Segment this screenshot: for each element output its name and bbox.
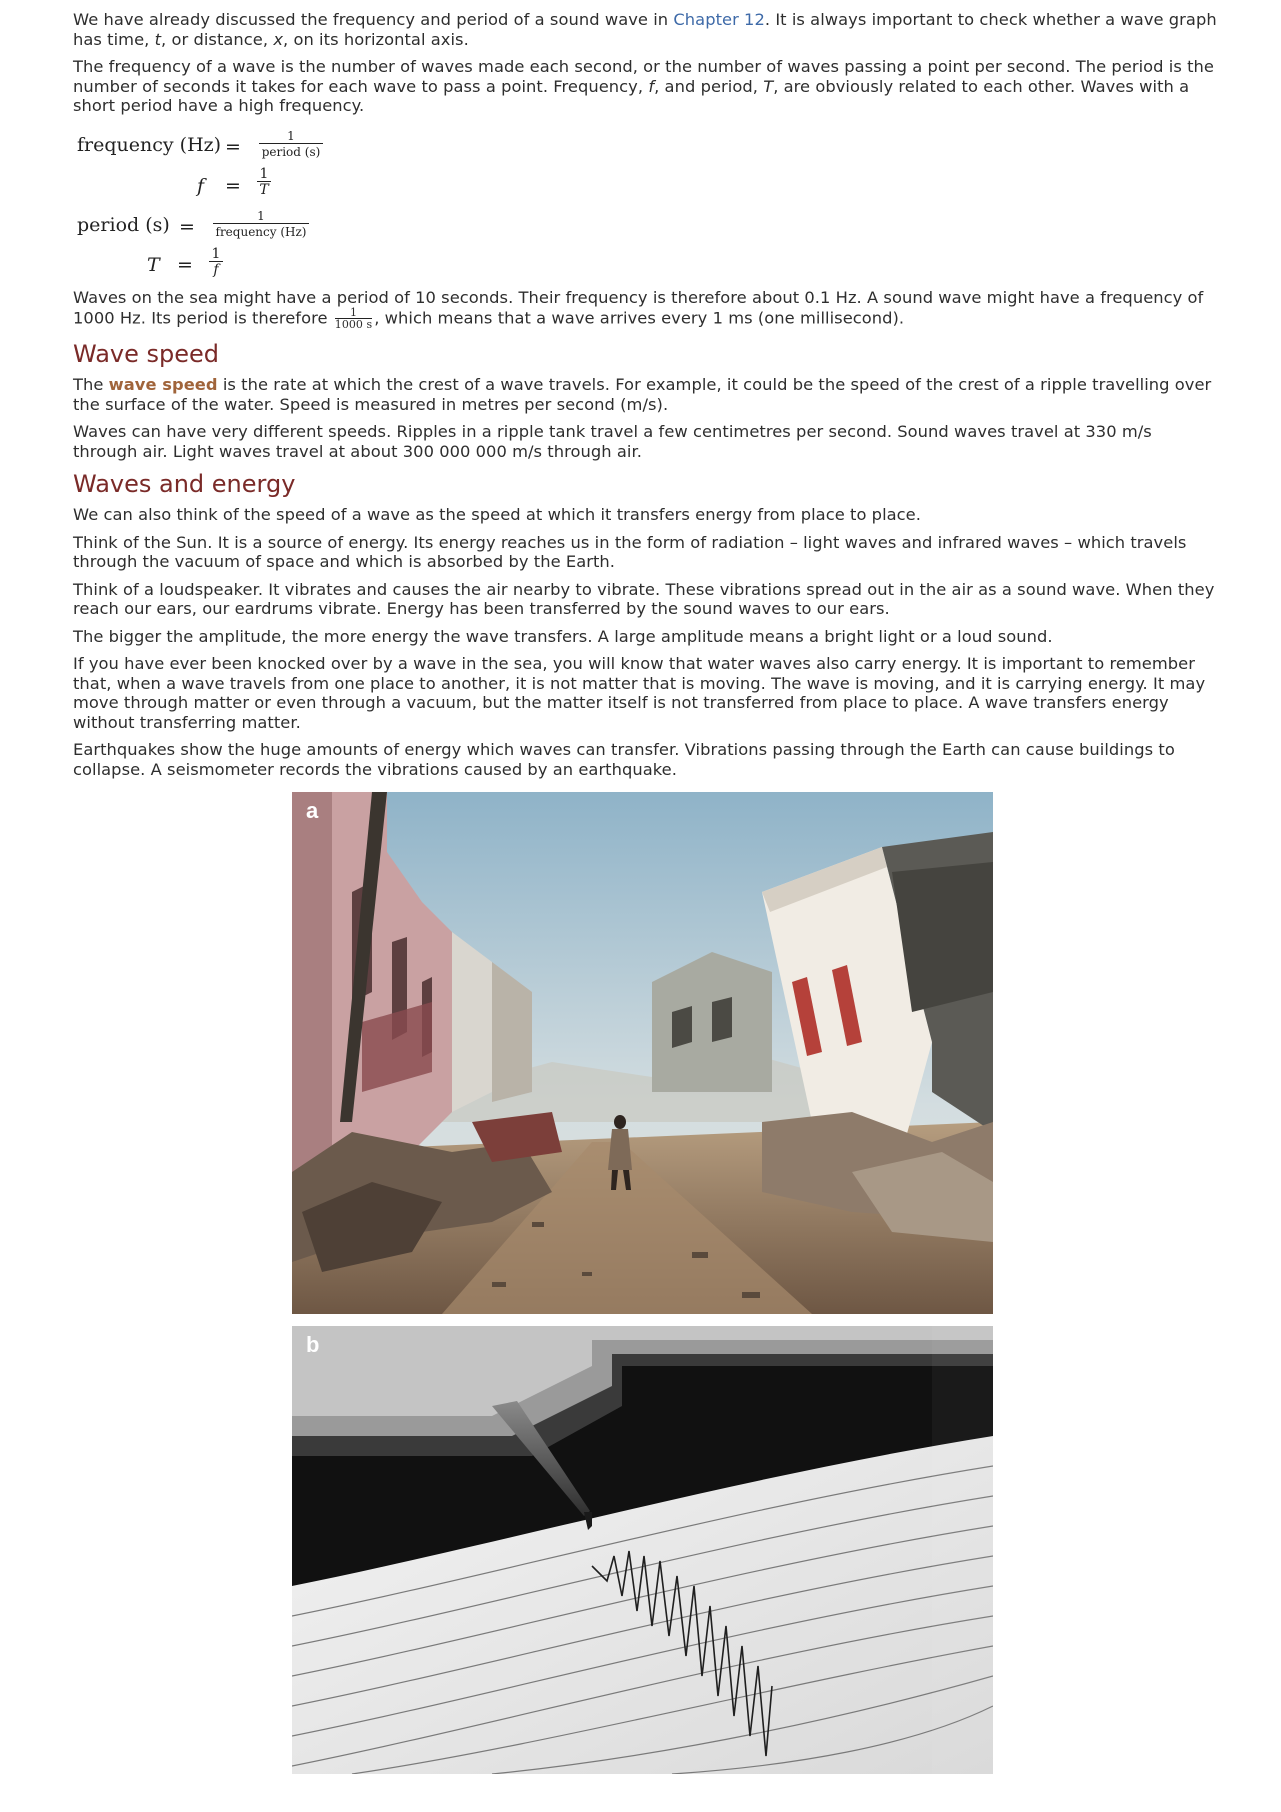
intro-paragraph-2 bbox=[73, 57, 1218, 116]
heading-waves-and-energy: Waves and energy bbox=[73, 470, 296, 498]
symbol-T: T bbox=[763, 76, 774, 96]
fraction-numerator: 1 bbox=[257, 208, 265, 223]
energy-paragraph-4: The bigger the amplitude, the more energy the wave transfers. A large amplitude means a bright light or a loud sound. bbox=[73, 626, 1053, 646]
fraction-denominator: T bbox=[257, 181, 271, 197]
formula-block bbox=[73, 124, 1218, 282]
text-run: , are obviously related to each other. Waves with a short period have a high frequency. bbox=[73, 76, 1190, 115]
earthquake-street-photo bbox=[292, 792, 993, 1314]
earthquake-street-illustration bbox=[292, 792, 993, 1314]
text-run: The frequency of a wave is the number of waves made each second, or the number of waves passing a point per second. The period is the number of seconds it takes for each wave to pass a point. Frequency, bbox=[73, 57, 1214, 96]
text-run: Waves on the sea might have a period of 10 seconds. Their frequency is therefore about 0.1 Hz. A sound wave might have a frequency of 1000 Hz. Its period is therefore bbox=[73, 287, 1204, 328]
inline-fraction bbox=[335, 307, 372, 331]
seismometer-illustration bbox=[292, 1326, 993, 1774]
energy-paragraph-5: If you have ever been knocked over by a wave in the sea, you will know that water waves also carry energy. It is important to remember that, when a wave travels from one place to another, it is not matter that is moving. The wave is moving, and it is carrying energy. It may move through matter or even through a vacuum, but the matter itself is not transferred from place to place. A wave transfers energy without transferring matter. bbox=[73, 654, 1206, 732]
text-run: , on its horizontal axis. bbox=[283, 29, 469, 49]
symbol-t: t bbox=[154, 29, 162, 49]
keyword-wave-speed[interactable]: wave speed bbox=[108, 375, 218, 394]
symbol-f: f bbox=[648, 76, 655, 96]
fraction-numerator: 1 bbox=[287, 128, 295, 143]
wave-speed-paragraph-2: Waves can have very different speeds. Ripples in a ripple tank travel a few centimetres per second. Sound waves travel at 330 m/s through air. Light waves travel at about 300 000 000 m/s through air. bbox=[73, 422, 1152, 461]
heading-wave-speed: Wave speed bbox=[73, 340, 220, 368]
text-run: The bbox=[73, 375, 109, 394]
fraction-denominator: 1000 s bbox=[334, 318, 373, 331]
text-run: , and period, bbox=[654, 76, 764, 96]
intro-paragraph-1 bbox=[73, 10, 1218, 49]
fraction-denominator: period (s) bbox=[259, 143, 323, 159]
seismometer-photo bbox=[292, 1326, 993, 1774]
text-run: . It is always important to check whether a wave graph has time, bbox=[73, 10, 1217, 49]
text-run: is the rate at which the crest of a wave travels. For example, it could be the speed of the crest of a ripple travelling over the surface of the water. Speed is measured in metres per second (m/s). bbox=[73, 375, 1212, 414]
formula-3-fraction bbox=[213, 210, 309, 239]
fraction-numerator: 1 bbox=[259, 165, 269, 182]
formula-4-equals: = bbox=[177, 253, 193, 276]
fraction-numerator: 1 bbox=[349, 306, 358, 319]
formula-3-equals: = bbox=[179, 215, 195, 238]
fraction-denominator: f bbox=[209, 261, 223, 277]
figure-label-a: a bbox=[306, 798, 319, 823]
figure-label-b: b bbox=[306, 1332, 320, 1357]
formula-1-lhs: frequency (Hz) bbox=[77, 133, 222, 156]
energy-paragraph-6: Earthquakes show the huge amounts of energy which waves can transfer. Vibrations passing through the Earth can cause buildings to collapse. A seismometer records the vibrations caused by an earthquake. bbox=[73, 740, 1175, 779]
text-run: , or distance, bbox=[161, 29, 274, 49]
energy-paragraph-1: We can also think of the speed of a wave as the speed at which it transfers energy from place to place. bbox=[73, 505, 921, 524]
fraction-numerator: 1 bbox=[211, 245, 221, 262]
formula-3-lhs: period (s) bbox=[77, 213, 170, 236]
text-run: , which means that a wave arrives every 1 ms (one millisecond). bbox=[374, 308, 905, 328]
example-paragraph bbox=[73, 288, 1218, 332]
text-run: We have already discussed the frequency and period of a sound wave in bbox=[73, 10, 674, 29]
chapter-link[interactable]: Chapter 12 bbox=[673, 10, 765, 29]
energy-paragraph-2: Think of the Sun. It is a source of energy. Its energy reaches us in the form of radiation – light waves and infrared waves – which travels through the vacuum of space and which is absorbed by the Earth. bbox=[73, 532, 1187, 571]
formula-2-lhs: f bbox=[197, 174, 205, 197]
fraction-denominator: frequency (Hz) bbox=[213, 223, 309, 239]
formula-4-fraction bbox=[209, 245, 223, 278]
energy-paragraph-3: Think of a loudspeaker. It vibrates and causes the air nearby to vibrate. These vibrations spread out in the air as a sound wave. When they reach our ears, our eardrums vibrate. Energy has been transferred by the sound waves to our ears. bbox=[73, 579, 1215, 618]
formula-2-fraction bbox=[257, 165, 271, 198]
formula-4-lhs: T bbox=[147, 253, 160, 276]
symbol-x: x bbox=[273, 29, 283, 49]
wave-speed-paragraph-1 bbox=[73, 375, 1218, 414]
formula-1-equals: = bbox=[225, 135, 241, 158]
formula-2-equals: = bbox=[225, 174, 241, 197]
formula-1-fraction bbox=[259, 130, 323, 159]
page-content bbox=[73, 10, 1218, 787]
